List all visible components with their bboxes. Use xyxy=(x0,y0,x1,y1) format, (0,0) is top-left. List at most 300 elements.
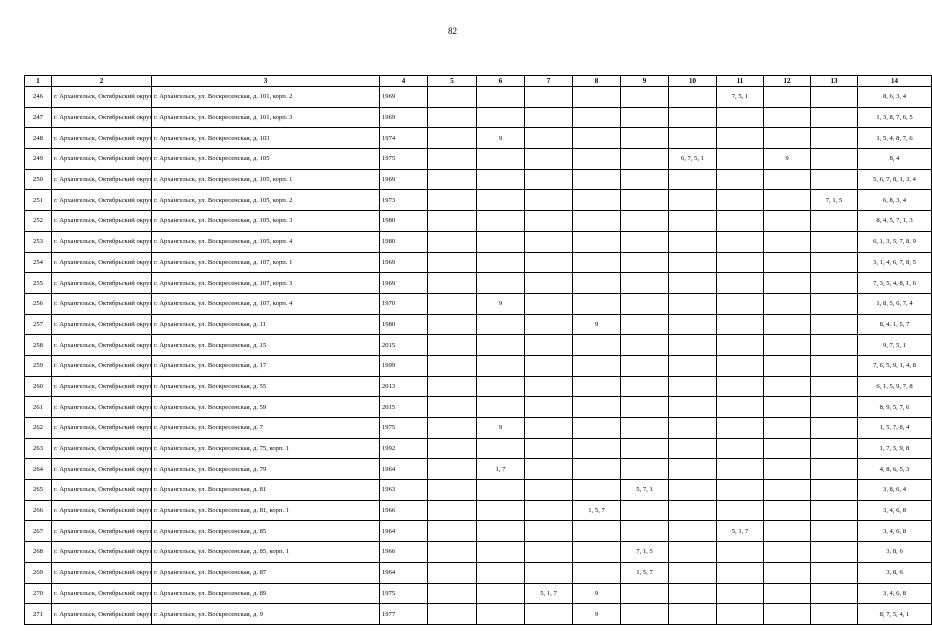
col-7-cell xyxy=(525,355,573,376)
address-cell: г. Архангельск, ул. Воскресенская, д. 75, корп. 1 xyxy=(152,438,380,459)
col-7-cell xyxy=(525,418,573,439)
col-6-cell xyxy=(477,314,525,335)
table-row xyxy=(25,355,932,376)
col-6-cell xyxy=(477,480,525,501)
year-cell: 1980 xyxy=(380,211,428,232)
column-header-4: 4 xyxy=(380,76,428,87)
col-6-cell xyxy=(477,211,525,232)
col-8-cell xyxy=(573,521,621,542)
col-7-cell xyxy=(525,252,573,273)
year-cell: 1973 xyxy=(380,190,428,211)
col-11-cell xyxy=(717,562,764,583)
col-13-cell xyxy=(811,149,858,170)
col-6-cell xyxy=(477,562,525,583)
col-14-cell: 8, 4, 5, 7, 1, 3 xyxy=(858,211,932,232)
year-cell: 1966 xyxy=(380,500,428,521)
col-9-cell xyxy=(621,169,669,190)
col-12-cell xyxy=(764,376,811,397)
col-9-cell xyxy=(621,438,669,459)
col-5-cell xyxy=(428,418,477,439)
table-row xyxy=(25,293,932,314)
address-cell: г. Архангельск, ул. Воскресенская, д. 105, корп. 3 xyxy=(152,211,380,232)
col-6-cell: 9 xyxy=(477,293,525,314)
address-cell: г. Архангельск, ул. Воскресенская, д. 7 xyxy=(152,418,380,439)
table-row xyxy=(25,562,932,583)
district-cell: г. Архангельск, Октябрьский округ xyxy=(52,521,152,542)
col-10-cell xyxy=(669,293,717,314)
col-7-cell xyxy=(525,500,573,521)
table-row xyxy=(25,87,932,108)
col-6-cell xyxy=(477,149,525,170)
district-cell: г. Архангельск, Октябрьский округ xyxy=(52,376,152,397)
col-14-cell: 7, 6, 5, 9, 1, 4, 8 xyxy=(858,355,932,376)
col-8-cell xyxy=(573,87,621,108)
address-cell: г. Архангельск, ул. Воскресенская, д. 101, корп. 3 xyxy=(152,107,380,128)
col-6-cell xyxy=(477,190,525,211)
col-13-cell xyxy=(811,293,858,314)
col-9-cell: 5, 7, 1 xyxy=(621,480,669,501)
col-9-cell xyxy=(621,376,669,397)
col-11-cell xyxy=(717,438,764,459)
col-14-cell: 3, 8, 6 xyxy=(858,562,932,583)
row-number: 252 xyxy=(25,211,52,232)
col-6-cell: 1, 7 xyxy=(477,459,525,480)
col-6-cell xyxy=(477,355,525,376)
col-10-cell xyxy=(669,169,717,190)
col-11-cell xyxy=(717,252,764,273)
col-5-cell xyxy=(428,459,477,480)
year-cell: 1969 xyxy=(380,107,428,128)
col-14-cell: 1, 5, 7, 8, 4 xyxy=(858,418,932,439)
year-cell: 1974 xyxy=(380,128,428,149)
col-11-cell xyxy=(717,459,764,480)
col-14-cell: 8, 4. 1, 5, 7 xyxy=(858,314,932,335)
column-header-2: 2 xyxy=(52,76,152,87)
col-9-cell xyxy=(621,397,669,418)
col-6-cell xyxy=(477,273,525,294)
table-row xyxy=(25,376,932,397)
col-12-cell xyxy=(764,87,811,108)
district-cell: г. Архангельск, Октябрьский округ xyxy=(52,314,152,335)
column-header-9: 9 xyxy=(621,76,669,87)
col-9-cell xyxy=(621,128,669,149)
col-12-cell xyxy=(764,459,811,480)
district-cell: г. Архангельск, Октябрьский округ xyxy=(52,293,152,314)
col-13-cell xyxy=(811,335,858,356)
col-12-cell xyxy=(764,293,811,314)
col-13-cell xyxy=(811,500,858,521)
col-11-cell xyxy=(717,376,764,397)
col-5-cell xyxy=(428,583,477,604)
col-5-cell xyxy=(428,273,477,294)
col-6-cell: 9 xyxy=(477,128,525,149)
col-8-cell: 9 xyxy=(573,604,621,625)
col-12-cell xyxy=(764,355,811,376)
col-6-cell xyxy=(477,376,525,397)
address-cell: г. Архангельск, ул. Воскресенская, д. 103 xyxy=(152,128,380,149)
table-body xyxy=(25,87,932,625)
col-14-cell: 8, 6, 3, 4 xyxy=(858,87,932,108)
col-14-cell: 3, 8, 6, 4 xyxy=(858,480,932,501)
col-9-cell xyxy=(621,190,669,211)
table-row xyxy=(25,418,932,439)
col-7-cell xyxy=(525,149,573,170)
row-number: 268 xyxy=(25,542,52,563)
address-cell: г. Архангельск, ул. Воскресенская, д. 107, корп. 4 xyxy=(152,293,380,314)
col-14-cell: 8, 9, 5, 7, 6 xyxy=(858,397,932,418)
year-cell: 1980 xyxy=(380,314,428,335)
district-cell: г. Архангельск, Октябрьский округ xyxy=(52,397,152,418)
address-cell: г. Архангельск, ул. Воскресенская, д. 11 xyxy=(152,314,380,335)
col-7-cell xyxy=(525,273,573,294)
table-row xyxy=(25,273,932,294)
col-11-cell xyxy=(717,107,764,128)
district-cell: г. Архангельск, Октябрьский округ xyxy=(52,459,152,480)
col-7-cell xyxy=(525,231,573,252)
col-12-cell xyxy=(764,252,811,273)
col-9-cell: 7, 1, 5 xyxy=(621,542,669,563)
col-6-cell xyxy=(477,252,525,273)
col-8-cell xyxy=(573,355,621,376)
col-9-cell xyxy=(621,273,669,294)
col-11-cell xyxy=(717,273,764,294)
row-number: 270 xyxy=(25,583,52,604)
district-cell: г. Архангельск, Октябрьский округ xyxy=(52,128,152,149)
col-13-cell: 7, 1, 5 xyxy=(811,190,858,211)
district-cell: г. Архангельск, Октябрьский округ xyxy=(52,169,152,190)
column-header-3: 3 xyxy=(152,76,380,87)
col-12-cell xyxy=(764,521,811,542)
col-10-cell xyxy=(669,583,717,604)
col-5-cell xyxy=(428,542,477,563)
row-number: 246 xyxy=(25,87,52,108)
address-cell: г. Архангельск, ул. Воскресенская, д. 15 xyxy=(152,335,380,356)
address-cell: г. Архангельск, ул. Воскресенская, д. 85, корп. 1 xyxy=(152,542,380,563)
col-5-cell xyxy=(428,107,477,128)
col-9-cell xyxy=(621,355,669,376)
col-12-cell xyxy=(764,314,811,335)
col-7-cell xyxy=(525,604,573,625)
col-11-cell xyxy=(717,128,764,149)
district-cell: г. Архангельск, Октябрьский округ xyxy=(52,480,152,501)
col-6-cell xyxy=(477,604,525,625)
col-14-cell: 6, 1, 5, 9, 7, 8 xyxy=(858,376,932,397)
year-cell: 1969 xyxy=(380,273,428,294)
col-14-cell: 3, 4, 6, 8 xyxy=(858,521,932,542)
col-14-cell: 8, 4 xyxy=(858,149,932,170)
row-number: 264 xyxy=(25,459,52,480)
col-10-cell xyxy=(669,604,717,625)
col-7-cell xyxy=(525,397,573,418)
col-11-cell xyxy=(717,355,764,376)
col-14-cell: 3, 8, 6 xyxy=(858,542,932,563)
table-row xyxy=(25,211,932,232)
col-5-cell xyxy=(428,190,477,211)
col-11-cell: 5, 1, 7 xyxy=(717,521,764,542)
year-cell: 2013 xyxy=(380,376,428,397)
column-header-10: 10 xyxy=(669,76,717,87)
row-number: 263 xyxy=(25,438,52,459)
col-13-cell xyxy=(811,211,858,232)
table-row xyxy=(25,231,932,252)
year-cell: 2015 xyxy=(380,335,428,356)
col-8-cell xyxy=(573,376,621,397)
col-7-cell xyxy=(525,542,573,563)
col-14-cell: 1, 7, 5, 9, 8 xyxy=(858,438,932,459)
col-7-cell xyxy=(525,335,573,356)
col-12-cell xyxy=(764,397,811,418)
col-7-cell: 5, 1, 7 xyxy=(525,583,573,604)
col-12-cell xyxy=(764,604,811,625)
col-12-cell xyxy=(764,500,811,521)
col-9-cell xyxy=(621,107,669,128)
col-14-cell: 3, 4, 6, 8 xyxy=(858,583,932,604)
table-row xyxy=(25,583,932,604)
address-cell: г. Архангельск, ул. Воскресенская, д. 107, корп. 3 xyxy=(152,273,380,294)
col-10-cell xyxy=(669,376,717,397)
col-13-cell xyxy=(811,438,858,459)
col-9-cell xyxy=(621,418,669,439)
year-cell: 1969 xyxy=(380,87,428,108)
col-10-cell xyxy=(669,231,717,252)
col-11-cell xyxy=(717,500,764,521)
col-5-cell xyxy=(428,314,477,335)
col-11-cell xyxy=(717,604,764,625)
col-8-cell xyxy=(573,459,621,480)
row-number: 261 xyxy=(25,397,52,418)
address-cell: г. Архангельск, ул. Воскресенская, д. 9 xyxy=(152,604,380,625)
col-5-cell xyxy=(428,355,477,376)
address-cell: г. Архангельск, ул. Воскресенская, д. 59 xyxy=(152,397,380,418)
table-row xyxy=(25,500,932,521)
col-8-cell xyxy=(573,107,621,128)
row-number: 250 xyxy=(25,169,52,190)
col-8-cell xyxy=(573,397,621,418)
col-12-cell xyxy=(764,211,811,232)
column-header-1: 1 xyxy=(25,76,52,87)
row-number: 249 xyxy=(25,149,52,170)
col-5-cell xyxy=(428,87,477,108)
page-number: 82 xyxy=(448,26,457,36)
col-11-cell: 7, 5, 1 xyxy=(717,87,764,108)
col-12-cell xyxy=(764,128,811,149)
schedule-table xyxy=(24,75,932,625)
table-row xyxy=(25,521,932,542)
year-cell: 1999 xyxy=(380,355,428,376)
col-14-cell: 8, 7, 5, 4, 1 xyxy=(858,604,932,625)
col-9-cell xyxy=(621,149,669,170)
header-row xyxy=(25,76,932,87)
col-11-cell xyxy=(717,542,764,563)
col-13-cell xyxy=(811,604,858,625)
address-cell: г. Архангельск, ул. Воскресенская, д. 101, корп. 2 xyxy=(152,87,380,108)
table-row xyxy=(25,128,932,149)
col-6-cell xyxy=(477,169,525,190)
col-8-cell: 1, 5, 7 xyxy=(573,500,621,521)
col-6-cell xyxy=(477,107,525,128)
district-cell: г. Архангельск, Октябрьский округ xyxy=(52,355,152,376)
col-13-cell xyxy=(811,107,858,128)
col-9-cell xyxy=(621,335,669,356)
col-8-cell xyxy=(573,335,621,356)
col-14-cell: 3, 4, 6, 8 xyxy=(858,500,932,521)
col-11-cell xyxy=(717,480,764,501)
col-7-cell xyxy=(525,211,573,232)
col-5-cell xyxy=(428,252,477,273)
col-12-cell xyxy=(764,107,811,128)
district-cell: г. Архангельск, Октябрьский округ xyxy=(52,604,152,625)
col-11-cell xyxy=(717,418,764,439)
col-8-cell: 9 xyxy=(573,314,621,335)
col-7-cell xyxy=(525,459,573,480)
col-10-cell xyxy=(669,87,717,108)
year-cell: 1966 xyxy=(380,542,428,563)
col-7-cell xyxy=(525,314,573,335)
col-12-cell xyxy=(764,583,811,604)
col-7-cell xyxy=(525,87,573,108)
year-cell: 1964 xyxy=(380,562,428,583)
table-row xyxy=(25,149,932,170)
district-cell: г. Архангельск, Октябрьский округ xyxy=(52,438,152,459)
col-6-cell xyxy=(477,87,525,108)
address-cell: г. Архангельск, ул. Воскресенская, д. 17 xyxy=(152,355,380,376)
col-13-cell xyxy=(811,583,858,604)
col-7-cell xyxy=(525,293,573,314)
col-11-cell xyxy=(717,583,764,604)
col-13-cell xyxy=(811,459,858,480)
address-cell: г. Архангельск, ул. Воскресенская, д. 85 xyxy=(152,521,380,542)
col-9-cell xyxy=(621,211,669,232)
year-cell: 1980 xyxy=(380,231,428,252)
col-7-cell xyxy=(525,107,573,128)
col-12-cell xyxy=(764,190,811,211)
year-cell: 1975 xyxy=(380,149,428,170)
column-header-11: 11 xyxy=(717,76,764,87)
col-10-cell xyxy=(669,438,717,459)
col-5-cell xyxy=(428,231,477,252)
col-13-cell xyxy=(811,314,858,335)
column-header-8: 8 xyxy=(573,76,621,87)
col-8-cell xyxy=(573,542,621,563)
row-number: 267 xyxy=(25,521,52,542)
row-number: 265 xyxy=(25,480,52,501)
year-cell: 1970 xyxy=(380,293,428,314)
col-5-cell xyxy=(428,376,477,397)
address-cell: г. Архангельск, ул. Воскресенская, д. 105, корп. 4 xyxy=(152,231,380,252)
col-14-cell: 6, 1, 3, 5, 7, 8, 9 xyxy=(858,231,932,252)
col-9-cell xyxy=(621,231,669,252)
col-10-cell xyxy=(669,480,717,501)
column-header-5: 5 xyxy=(428,76,477,87)
col-8-cell xyxy=(573,128,621,149)
table-row xyxy=(25,480,932,501)
col-13-cell xyxy=(811,521,858,542)
address-cell: г. Архангельск, ул. Воскресенская, д. 105 xyxy=(152,149,380,170)
col-7-cell xyxy=(525,521,573,542)
col-12-cell xyxy=(764,335,811,356)
col-5-cell xyxy=(428,293,477,314)
col-9-cell xyxy=(621,87,669,108)
table-row xyxy=(25,314,932,335)
col-10-cell xyxy=(669,314,717,335)
col-6-cell xyxy=(477,438,525,459)
col-10-cell xyxy=(669,128,717,149)
district-cell: г. Архангельск, Октябрьский округ xyxy=(52,273,152,294)
col-11-cell xyxy=(717,190,764,211)
col-13-cell xyxy=(811,376,858,397)
col-13-cell xyxy=(811,128,858,149)
col-14-cell: 9, 7, 5, 1 xyxy=(858,335,932,356)
col-11-cell xyxy=(717,335,764,356)
district-cell: г. Архангельск, Октябрьский округ xyxy=(52,231,152,252)
col-7-cell xyxy=(525,480,573,501)
col-14-cell: 6, 8, 3, 4 xyxy=(858,190,932,211)
col-8-cell xyxy=(573,293,621,314)
year-cell: 1977 xyxy=(380,604,428,625)
col-12-cell xyxy=(764,542,811,563)
col-10-cell xyxy=(669,542,717,563)
col-5-cell xyxy=(428,335,477,356)
col-13-cell xyxy=(811,252,858,273)
address-cell: г. Архангельск, ул. Воскресенская, д. 89 xyxy=(152,583,380,604)
year-cell: 1964 xyxy=(380,521,428,542)
address-cell: г. Архангельск, ул. Воскресенская, д. 81, корп. 1 xyxy=(152,500,380,521)
col-12-cell xyxy=(764,418,811,439)
col-6-cell xyxy=(477,500,525,521)
col-13-cell xyxy=(811,480,858,501)
row-number: 266 xyxy=(25,500,52,521)
table-row xyxy=(25,107,932,128)
row-number: 248 xyxy=(25,128,52,149)
col-8-cell xyxy=(573,273,621,294)
col-9-cell xyxy=(621,459,669,480)
col-8-cell xyxy=(573,480,621,501)
col-8-cell xyxy=(573,190,621,211)
col-13-cell xyxy=(811,87,858,108)
table-row xyxy=(25,252,932,273)
col-9-cell xyxy=(621,604,669,625)
col-11-cell xyxy=(717,211,764,232)
col-9-cell: 1, 5, 7 xyxy=(621,562,669,583)
table-row xyxy=(25,438,932,459)
col-9-cell xyxy=(621,314,669,335)
col-7-cell xyxy=(525,169,573,190)
column-header-6: 6 xyxy=(477,76,525,87)
col-13-cell xyxy=(811,397,858,418)
col-8-cell xyxy=(573,211,621,232)
col-10-cell xyxy=(669,397,717,418)
row-number: 262 xyxy=(25,418,52,439)
col-10-cell xyxy=(669,418,717,439)
col-11-cell xyxy=(717,231,764,252)
table-row xyxy=(25,397,932,418)
address-cell: г. Архангельск, ул. Воскресенская, д. 87 xyxy=(152,562,380,583)
col-8-cell: 9 xyxy=(573,583,621,604)
col-14-cell: 3, 1, 4, 6, 7, 8, 5 xyxy=(858,252,932,273)
col-13-cell xyxy=(811,231,858,252)
district-cell: г. Архангельск, Октябрьский округ xyxy=(52,107,152,128)
column-header-12: 12 xyxy=(764,76,811,87)
col-12-cell xyxy=(764,438,811,459)
district-cell: г. Архангельск, Октябрьский округ xyxy=(52,87,152,108)
col-7-cell xyxy=(525,562,573,583)
table-row xyxy=(25,604,932,625)
col-12-cell xyxy=(764,273,811,294)
col-7-cell xyxy=(525,190,573,211)
column-header-14: 14 xyxy=(858,76,932,87)
address-cell: г. Архангельск, ул. Воскресенская, д. 79 xyxy=(152,459,380,480)
col-12-cell xyxy=(764,480,811,501)
